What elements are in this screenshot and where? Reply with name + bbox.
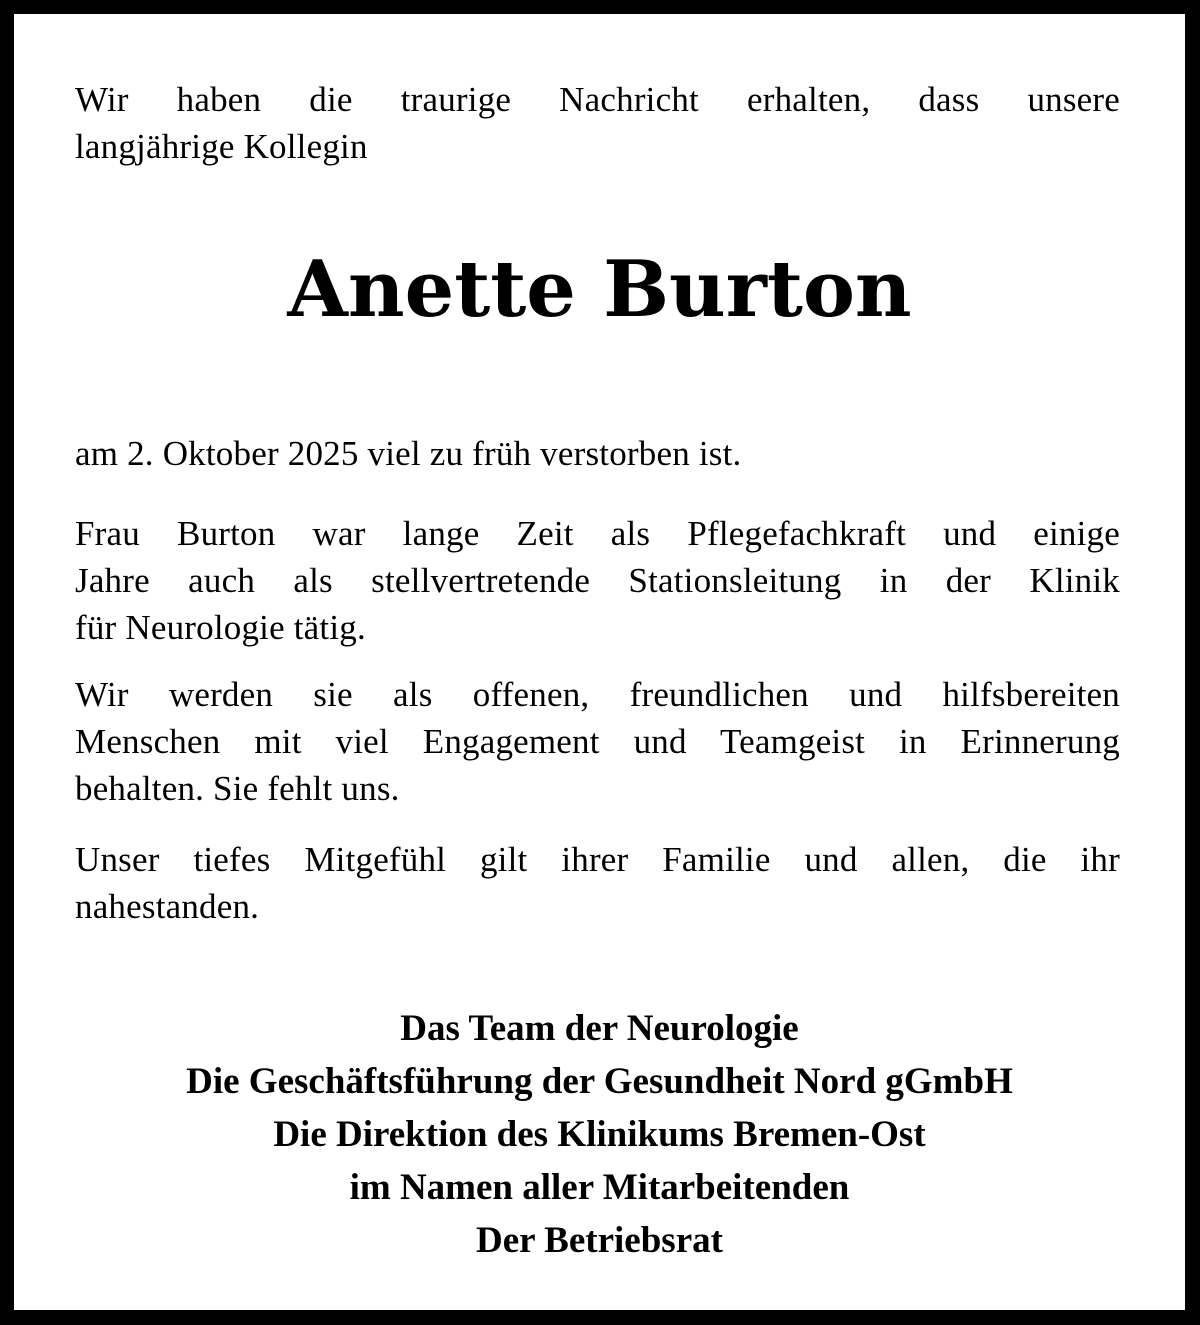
- sympathy-line-1: Unser tiefes Mitgefühl gilt ihrer Familie und allen, die ihr: [75, 840, 1120, 879]
- deceased-name: Anette Burton: [287, 244, 912, 335]
- obituary-notice: [14, 14, 1185, 1310]
- intro-line-2: langjährige Kollegin: [75, 127, 368, 166]
- signature-neurology-team: Das Team der Neurologie: [400, 1008, 799, 1049]
- memory-line-2: Menschen mit viel Engagement und Teamgeist in Erinnerung: [75, 722, 1120, 761]
- signature-works-council: Der Betriebsrat: [476, 1220, 723, 1261]
- memory-line-3: behalten. Sie fehlt uns.: [75, 769, 400, 808]
- intro-line-1: Wir haben die traurige Nachricht erhalten, dass unsere: [75, 80, 1120, 119]
- sympathy-paragraph: [75, 836, 1120, 930]
- career-line-3: für Neurologie tätig.: [75, 608, 366, 647]
- intro-paragraph: [75, 76, 1120, 170]
- date-paragraph: [75, 430, 1120, 477]
- memory-line-1: Wir werden sie als offenen, freundlichen und hilfsbereiten: [75, 675, 1120, 714]
- career-line-2: Jahre auch als stellvertretende Stationsleitung in der Klinik: [75, 561, 1120, 600]
- signature-clinic-directorate: Die Direktion des Klinikums Bremen-Ost: [273, 1114, 926, 1155]
- signature-all-employees: im Namen aller Mitarbeitenden: [349, 1167, 850, 1208]
- career-line-1: Frau Burton war lange Zeit als Pflegefachkraft und einige: [75, 514, 1120, 553]
- memory-paragraph: [75, 671, 1120, 812]
- date-line: am 2. Oktober 2025 viel zu früh verstorben ist.: [75, 434, 742, 473]
- sympathy-line-2: nahestanden.: [75, 887, 260, 926]
- signatures-block: [14, 1002, 1185, 1267]
- career-paragraph: [75, 510, 1120, 651]
- signature-management: Die Geschäftsführung der Gesundheit Nord gGmbH: [186, 1061, 1013, 1102]
